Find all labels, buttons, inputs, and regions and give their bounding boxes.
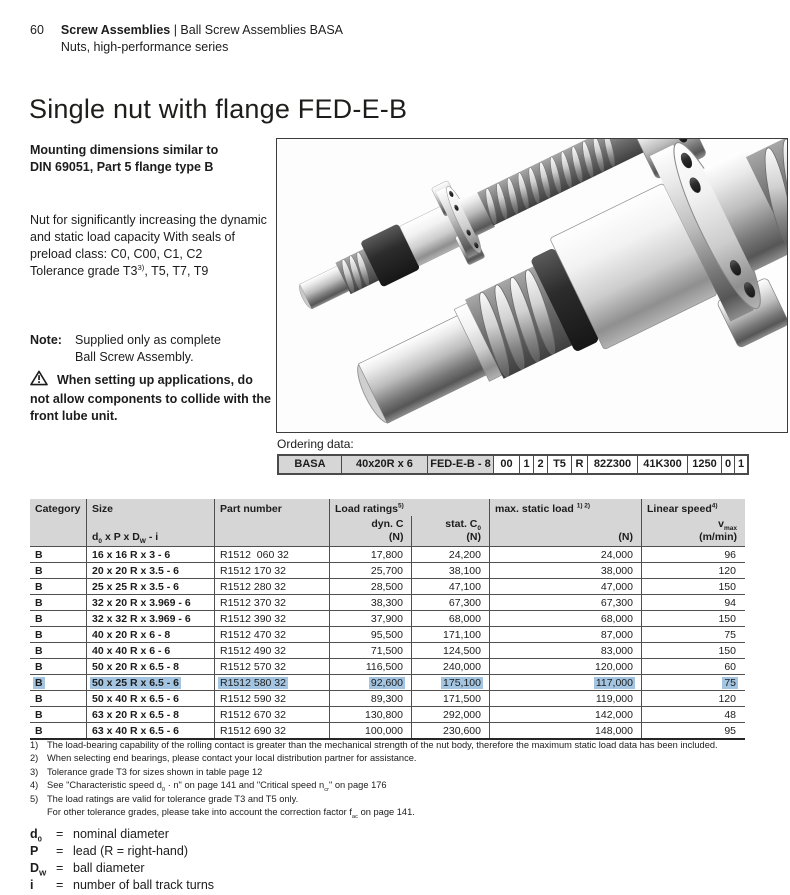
cell-dyn-c: 89,300 [330, 690, 412, 706]
page-header-text [61, 22, 343, 56]
note-block [30, 332, 282, 366]
warning-block [30, 370, 282, 425]
legend-row [30, 877, 214, 894]
cell-stat-c0 [412, 674, 490, 690]
col-header-dyn-c: dyn. C (N) [371, 518, 404, 543]
footnote-text: Tolerance grade T3 for sizes shown in table page 12 [47, 766, 263, 777]
col-header-category: Category [30, 499, 87, 546]
cell-max-static: 47,000 [490, 578, 642, 594]
footnote [30, 752, 778, 765]
cell-part-number: R1512 590 32 [215, 690, 330, 706]
legend-row [30, 826, 214, 843]
cell-dyn-c: 17,800 [330, 546, 412, 562]
col-header-stat-c0: stat. $C_0$ (N) [411, 516, 489, 546]
cell-category: B [30, 706, 87, 722]
cell-category: B [30, 722, 87, 738]
cell-category: B [30, 562, 87, 578]
cell-dyn-c: 95,500 [330, 626, 412, 642]
col-header-max-static-load: max. static load $^{1) 2)}$ (N) [490, 499, 642, 546]
ordering-cell: 0 [721, 456, 734, 473]
cell-part-number: R1512 170 32 [215, 562, 330, 578]
legend-equals: = [56, 827, 64, 841]
cell-dyn-c [330, 674, 412, 690]
cell-dyn-c: 25,700 [330, 562, 412, 578]
text-selection-highlight: 75 [724, 677, 736, 689]
note-label: Note: [30, 333, 62, 347]
col-header-linear-speed: Linear speed$^{4)}$ $v_{max}$ (m/min) [642, 499, 745, 546]
cell-stat-c0: 47,100 [412, 578, 490, 594]
legend-definition: lead (R = right-hand) [73, 844, 188, 858]
cell-vmax [642, 674, 745, 690]
text-selection-highlight: B [35, 677, 43, 689]
legend-definition: ball diameter [73, 861, 145, 875]
page-title: Single nut with flange FED-E-B [29, 94, 408, 124]
footnote [30, 793, 778, 820]
cell-max-static: 120,000 [490, 658, 642, 674]
cell-vmax: 60 [642, 658, 745, 674]
cell-vmax: 120 [642, 690, 745, 706]
cell-category: B [30, 690, 87, 706]
text-selection-highlight: 50 x 25 R x 6.5 - 6 [92, 677, 179, 689]
footnote-number: 2) [30, 753, 39, 764]
cell-max-static: 24,000 [490, 546, 642, 562]
page-header [30, 22, 343, 56]
legend-row [30, 843, 214, 860]
legend-symbol: i [30, 878, 34, 892]
col-header-part-number: Part number [215, 499, 330, 546]
cell-category: B [30, 594, 87, 610]
cell-part-number: R1512 390 32 [215, 610, 330, 626]
cell-size: 40 x 20 R x 6 - 8 [87, 626, 215, 642]
legend-equals: = [56, 861, 64, 875]
col-header-size-formula: $d_0$ x P x $D_W$ - i [92, 531, 159, 546]
cell-size [87, 674, 215, 690]
cell-size: 50 x 20 R x 6.5 - 8 [87, 658, 215, 674]
cell-category: B [30, 642, 87, 658]
ordering-cell: 1 [734, 456, 747, 473]
ordering-cell: BASA [279, 456, 341, 473]
footnote [30, 779, 778, 792]
cell-category: B [30, 578, 87, 594]
page-header-rest: | Ball Screw Assemblies BASA [170, 23, 343, 37]
cell-dyn-c: 38,300 [330, 594, 412, 610]
cell-stat-c0: 171,100 [412, 626, 490, 642]
note-text: Supplied only as complete Ball Screw Assembly. [75, 333, 221, 364]
footnote-number: 1) [30, 740, 39, 750]
ordering-cell: 00 [493, 456, 519, 473]
cell-size: 20 x 20 R x 3.5 - 6 [87, 562, 215, 578]
cell-max-static: 148,000 [490, 722, 642, 738]
cell-dyn-c: 116,500 [330, 658, 412, 674]
cell-vmax: 95 [642, 722, 745, 738]
warning-text: When setting up applications, do not allow components to collide with the front lube unit. [30, 373, 271, 423]
footnote-number: 5) [30, 793, 39, 804]
cell-part-number: R1512 470 32 [215, 626, 330, 642]
cell-size: 16 x 16 R x 3 - 6 [87, 546, 215, 562]
footnote-text: The load-bearing capability of the rolling contact is greater than the mechanical strength of the nut body, therefore the maximum static load data has been included. [47, 740, 718, 750]
text-selection-highlight: 175,100 [443, 677, 481, 689]
cell-stat-c0: 124,500 [412, 642, 490, 658]
ordering-data-label: Ordering data: [277, 437, 354, 451]
cell-part-number: R1512 370 32 [215, 594, 330, 610]
footnote [30, 739, 778, 752]
cell-dyn-c: 28,500 [330, 578, 412, 594]
spec-table [30, 499, 745, 740]
legend-definition: nominal diameter [73, 827, 169, 841]
cell-stat-c0: 292,000 [412, 706, 490, 722]
text-selection-highlight: R1512 580 32 [220, 677, 286, 689]
cell-stat-c0: 171,500 [412, 690, 490, 706]
cell-part-number: R1512 490 32 [215, 642, 330, 658]
cell-stat-c0: 38,100 [412, 562, 490, 578]
cell-size: 50 x 40 R x 6.5 - 6 [87, 690, 215, 706]
cell-max-static: 119,000 [490, 690, 642, 706]
cell-part-number: R1512 060 32 [215, 546, 330, 562]
cell-dyn-c: 130,800 [330, 706, 412, 722]
cell-size: 32 x 20 R x 3.969 - 6 [87, 594, 215, 610]
product-photo-frame [276, 138, 788, 433]
footnote-text: See "Characteristic speed $d_0 \cdot n$" on page 141 and "Critical speed $n_{cr}$" on page 176 [47, 780, 387, 794]
cell-vmax: 150 [642, 578, 745, 594]
legend-symbol: P [30, 844, 39, 858]
footnote [30, 766, 778, 779]
product-photo [277, 139, 787, 432]
cell-size: 25 x 25 R x 3.5 - 6 [87, 578, 215, 594]
cell-vmax: 96 [642, 546, 745, 562]
ordering-cell: 40x20R x 6 [341, 456, 427, 473]
cell-category: B [30, 546, 87, 562]
legend-row [30, 860, 214, 877]
legend-symbol: $D_W$ [30, 861, 47, 878]
cell-part-number: R1512 280 32 [215, 578, 330, 594]
cell-max-static: 67,300 [490, 594, 642, 610]
footnote-text: When selecting end bearings, please contact your local distribution partner for assistance. [47, 753, 417, 764]
ordering-cell: 1250 [687, 456, 721, 473]
text-selection-highlight: 92,600 [370, 677, 403, 689]
cell-vmax: 150 [642, 610, 745, 626]
cell-max-static: 83,000 [490, 642, 642, 658]
footnote-text: The load ratings are valid for tolerance grade T3 and T5 only. For other tolerance grades, please take into account the correction factor $f_{ac}$ on page 141. [47, 793, 415, 820]
cell-max-static: 87,000 [490, 626, 642, 642]
cell-max-static: 142,000 [490, 706, 642, 722]
cell-dyn-c: 71,500 [330, 642, 412, 658]
warning-triangle-icon [30, 370, 48, 391]
ordering-cell: 82Z300 [587, 456, 637, 473]
symbol-legend [30, 826, 214, 894]
cell-part-number: R1512 570 32 [215, 658, 330, 674]
footnote-number: 4) [30, 780, 39, 791]
cell-max-static: 38,000 [490, 562, 642, 578]
cell-vmax: 120 [642, 562, 745, 578]
text-selection-highlight: 117,000 [595, 677, 633, 689]
cell-max-static: 68,000 [490, 610, 642, 626]
cell-category [30, 674, 87, 690]
ordering-cell: 2 [533, 456, 547, 473]
cell-vmax: 48 [642, 706, 745, 722]
page-header-subtitle: Nuts, high-performance series [60, 40, 229, 54]
cell-part-number [215, 674, 330, 690]
col-header-size: Size $d_0$ x P x $D_W$ - i [87, 499, 215, 546]
cell-size: 63 x 20 R x 6.5 - 8 [87, 706, 215, 722]
legend-equals: = [56, 844, 64, 858]
cell-part-number: R1512 690 32 [215, 722, 330, 738]
ordering-cell: R [571, 456, 587, 473]
col-header-load-ratings: Load ratings$^{5)}$ dyn. C (N) stat. $C_0$ (N) [330, 499, 490, 546]
page-number: 60 [30, 23, 44, 37]
legend-definition: number of ball track turns [73, 878, 215, 892]
legend-symbol: $d_0$ [30, 827, 42, 844]
cell-stat-c0: 24,200 [412, 546, 490, 562]
cell-category: B [30, 658, 87, 674]
ordering-cell: 1 [519, 456, 533, 473]
cell-vmax: 75 [642, 626, 745, 642]
cell-dyn-c: 100,000 [330, 722, 412, 738]
cell-stat-c0: 68,000 [412, 610, 490, 626]
mounting-dimensions-text: Mounting dimensions similar to DIN 69051, Part 5 flange type B [30, 143, 219, 174]
cell-category: B [30, 610, 87, 626]
cell-size: 32 x 32 R x 3.969 - 6 [87, 610, 215, 626]
footnotes [30, 739, 778, 819]
cell-vmax: 94 [642, 594, 745, 610]
cell-stat-c0: 230,600 [412, 722, 490, 738]
legend-equals: = [56, 878, 64, 892]
cell-stat-c0: 67,300 [412, 594, 490, 610]
cell-size: 63 x 40 R x 6.5 - 6 [87, 722, 215, 738]
description-text: Nut for significantly increasing the dynamic and static load capacity With seals of preload class: C0, C00, C1, C2 Tolerance grade T3$^{3)}$, T5, T7, T9 [30, 213, 267, 278]
ordering-cell: T5 [547, 456, 571, 473]
ordering-table [277, 454, 749, 475]
page-header-bold: Screw Assemblies [60, 23, 171, 37]
cell-category: B [30, 626, 87, 642]
ordering-cell: FED-E-B - 8 [427, 456, 493, 473]
footnote-number: 3) [30, 766, 39, 777]
cell-size: 40 x 40 R x 6 - 6 [87, 642, 215, 658]
cell-max-static [490, 674, 642, 690]
cell-part-number: R1512 670 32 [215, 706, 330, 722]
cell-stat-c0: 240,000 [412, 658, 490, 674]
ordering-cell: 41K300 [637, 456, 687, 473]
cell-vmax: 150 [642, 642, 745, 658]
cell-dyn-c: 37,900 [330, 610, 412, 626]
